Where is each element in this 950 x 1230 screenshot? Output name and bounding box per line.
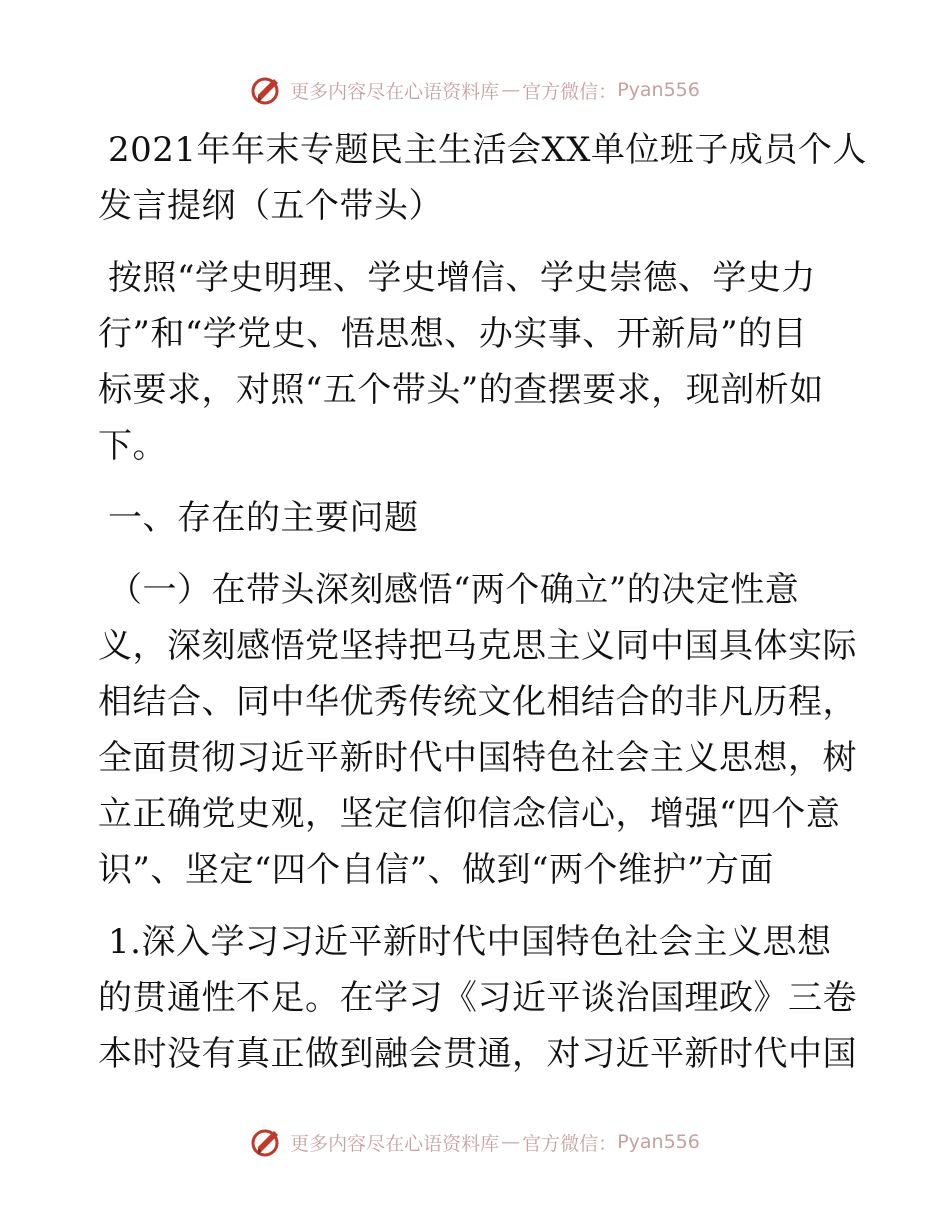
watermark-separator: — <box>501 1131 521 1153</box>
item1-line-3: 本时没有真正做到融会贯通，对习近平新时代中国 <box>98 1034 857 1074</box>
pen-logo-icon <box>250 73 284 107</box>
section-heading: 一、存在的主要问题 <box>108 498 419 538</box>
intro-line-3: 标要求，对照“五个带头”的查摆要求，现剖析如 <box>98 370 824 410</box>
watermark-separator: — <box>501 79 521 101</box>
document-title-line-2: 发言提纲（五个带头） <box>98 186 443 226</box>
watermark-text: 更多内容尽在心语资料库 <box>290 1132 500 1155</box>
item1-line-2: 的贯通性不足。在学习《习近平谈治国理政》三卷 <box>98 978 857 1018</box>
intro-line-4: 下。 <box>98 426 167 466</box>
subsection-line-2: 义，深刻感悟党坚持把马克思主义同中国具体实际 <box>98 626 857 666</box>
watermark-official-label: 官方微信： <box>522 80 618 103</box>
watermark-wechat-id: Pyan556 <box>617 79 700 101</box>
subsection-line-5: 立正确党史观，坚定信仰信念信心，增强“四个意 <box>98 794 841 834</box>
document-body <box>98 122 867 1082</box>
pen-logo-icon <box>250 1125 284 1159</box>
watermark-text: 更多内容尽在心语资料库 <box>290 80 500 103</box>
item1-line-1: 1.深入学习习近平新时代中国特色社会主义思想 <box>108 922 832 962</box>
intro-line-2: 行”和“学党史、悟思想、办实事、开新局”的目 <box>98 314 808 354</box>
watermark-footer <box>0 1122 950 1162</box>
watermark-official-label: 官方微信： <box>522 1132 618 1155</box>
subsection-line-1: （一）在带头深刻感悟“两个确立”的决定性意 <box>108 570 800 610</box>
subsection-line-3: 相结合、同中华优秀传统文化相结合的非凡历程， <box>98 682 857 722</box>
watermark-wechat-id: Pyan556 <box>617 1131 700 1153</box>
watermark-header <box>0 70 950 110</box>
intro-line-1: 按照“学史明理、学史增信、学史崇德、学史力 <box>108 258 816 298</box>
subsection-line-6: 识”、坚定“四个自信”、做到“两个维护”方面 <box>98 850 774 890</box>
document-title-line-1: 2021年年末专题民主生活会XX单位班子成员个人 <box>108 130 867 170</box>
subsection-line-4: 全面贯彻习近平新时代中国特色社会主义思想，树 <box>98 738 857 778</box>
